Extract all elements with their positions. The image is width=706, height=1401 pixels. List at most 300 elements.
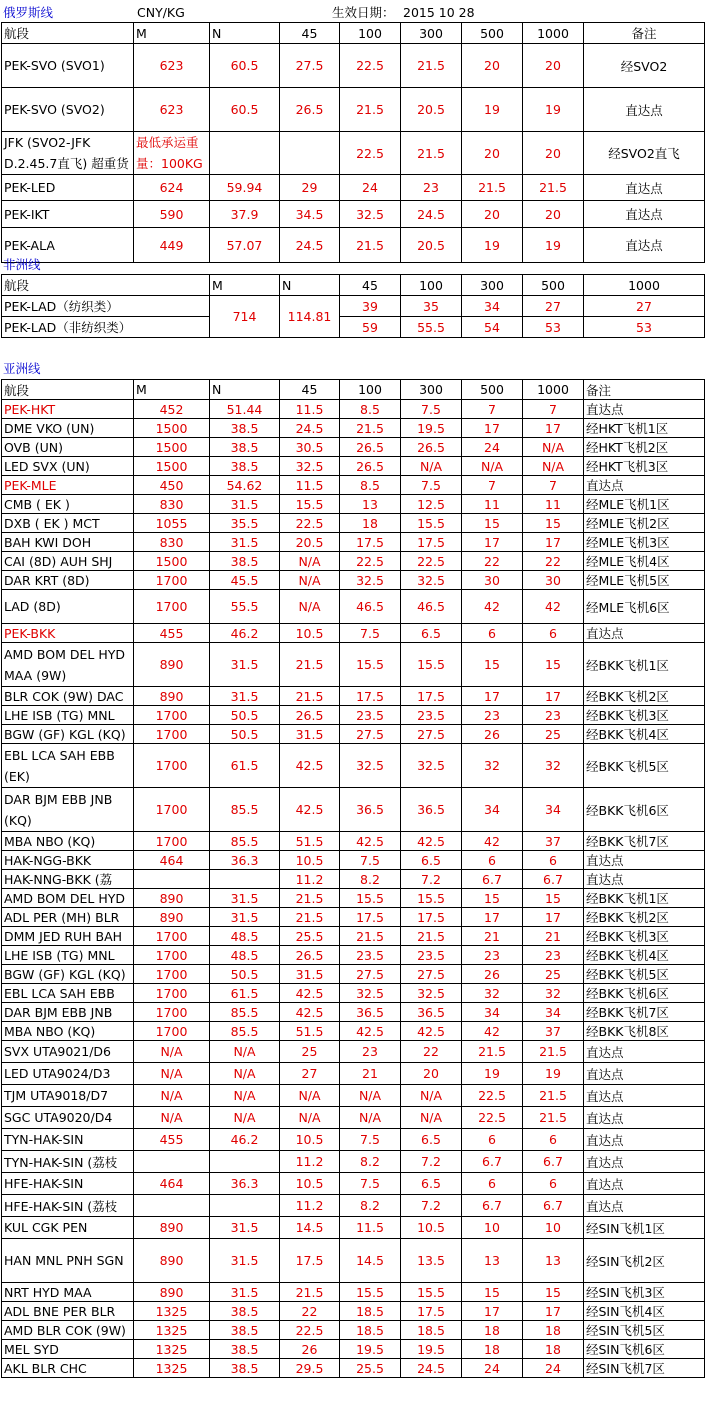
table-row [2,132,705,175]
rate-100-cell: 14.5 [340,1239,401,1283]
rate-1000-cell: 27 [584,296,705,317]
table-row [2,552,705,571]
n-rate-cell: 60.5 [210,88,280,132]
rate-1000-cell: 21.5 [523,175,584,201]
m-rate-cell: N/A [134,1063,210,1085]
rate-45-cell: 31.5 [280,965,340,984]
rate-100-cell: 15.5 [340,643,401,687]
table-row [2,624,705,643]
note-cell: 经SIN飞机2区 [584,1239,705,1283]
n-rate-cell: 51.44 [210,400,280,419]
note-cell: 经SIN飞机3区 [584,1283,705,1302]
rate-500-cell: N/A [462,457,523,476]
n-rate-cell: 38.5 [210,1359,280,1378]
route-cell: AKL BLR CHC [2,1359,134,1378]
route-cell: HAK-NGG-BKK [2,851,134,870]
m-rate-cell: 1325 [134,1302,210,1321]
rate-500-cell: 6.7 [462,1195,523,1217]
note-cell: 直达点 [584,1063,705,1085]
route-cell: AMD BOM DEL HYD [2,889,134,908]
header-m: M [134,23,210,44]
table-row [2,687,705,706]
min-weight-note: 最低承运重量：100KG [134,132,210,175]
effective-date-label: 生效日期： [332,5,395,20]
rate-1000-cell: N/A [523,438,584,457]
rate-45-cell: 27 [280,1063,340,1085]
rate-300-cell: 27.5 [401,725,462,744]
rate-500-cell: 21.5 [462,175,523,201]
rate-300-cell: 7.2 [401,870,462,889]
note-cell: 经MLE飞机1区 [584,495,705,514]
header-route: 航段 [2,380,134,400]
rate-100-cell: 8.5 [340,400,401,419]
rate-1000-cell: 13 [523,1239,584,1283]
m-rate-cell: 623 [134,44,210,88]
rate-300-cell: 21.5 [401,927,462,946]
table-row [2,88,705,132]
rate-100-cell: 17.5 [340,687,401,706]
rate-1000-cell: 6 [523,624,584,643]
russia-table-body [2,23,705,263]
rate-100-cell: 46.5 [340,590,401,624]
rate-100-cell: 32.5 [340,571,401,590]
rate-45-cell: 17.5 [280,1239,340,1283]
m-rate-cell: 1325 [134,1321,210,1340]
rate-500-cell: 10 [462,1217,523,1239]
rate-300-cell: 6.5 [401,624,462,643]
rate-300-cell: 17.5 [401,1302,462,1321]
rate-500-cell: 7 [462,400,523,419]
m-rate-cell: 890 [134,643,210,687]
n-rate-cell [210,132,280,175]
m-rate-cell: 1700 [134,1003,210,1022]
rate-1000-cell: 34 [523,1003,584,1022]
table-row [2,1321,705,1340]
m-rate-cell: 1700 [134,744,210,788]
table-row [2,1063,705,1085]
rate-100-cell: 18.5 [340,1321,401,1340]
rate-1000-cell: 37 [523,832,584,851]
rate-1000-cell: 6 [523,1129,584,1151]
header-note: 备注 [584,380,705,400]
note-cell: 直达点 [584,175,705,201]
rate-1000-cell: 6.7 [523,870,584,889]
m-rate-cell: 1500 [134,419,210,438]
rate-500-cell: 6.7 [462,1151,523,1173]
m-rate-cell: 449 [134,228,210,263]
n-rate-cell: 50.5 [210,706,280,725]
header-m: M [134,380,210,400]
rate-300-cell: 27.5 [401,965,462,984]
table-row [2,1195,705,1217]
rate-1000-cell: 6.7 [523,1151,584,1173]
n-rate-cell: 50.5 [210,965,280,984]
rate-500-cell: 18 [462,1321,523,1340]
table-row [2,438,705,457]
rate-45-cell: 51.5 [280,832,340,851]
rate-45-cell: 59 [340,317,401,338]
rate-500-cell: 27 [523,296,584,317]
table-row [2,533,705,552]
header-100: 100 [340,23,401,44]
rate-100-cell: 17.5 [340,908,401,927]
rate-45-cell [280,132,340,175]
route-cell: MEL SYD [2,1340,134,1359]
rate-45-cell: 24.5 [280,228,340,263]
rate-45-cell: 31.5 [280,725,340,744]
table-row [2,476,705,495]
route-cell: HAK-NNG-BKK (荔 [2,870,134,889]
m-rate-cell: 1700 [134,984,210,1003]
route-cell: DXB ( EK ) MCT [2,514,134,533]
m-rate-cell: 1700 [134,946,210,965]
m-rate-cell: 1700 [134,832,210,851]
rate-500-cell: 6 [462,1129,523,1151]
note-cell: 直达点 [584,1151,705,1173]
rate-100-cell: 17.5 [340,533,401,552]
table-row [2,1151,705,1173]
rate-1000-cell: 20 [523,201,584,228]
table-row [2,1302,705,1321]
rate-45-cell: 22.5 [280,514,340,533]
n-rate-cell [210,1151,280,1173]
note-cell: 经BKK飞机4区 [584,725,705,744]
rate-500-cell: 42 [462,832,523,851]
rate-1000-cell: 15 [523,643,584,687]
note-cell: 经SIN飞机4区 [584,1302,705,1321]
rate-100-cell: 23.5 [340,706,401,725]
rate-1000-cell: 7 [523,400,584,419]
rate-500-cell: 17 [462,1302,523,1321]
route-cell: CMB ( EK ) [2,495,134,514]
rate-300-cell: N/A [401,1085,462,1107]
rate-45-cell: 42.5 [280,744,340,788]
route-cell: DAR BJM EBB JNB [2,1003,134,1022]
rate-300-cell: 7.2 [401,1195,462,1217]
header-100: 100 [340,380,401,400]
n-rate-cell: 59.94 [210,175,280,201]
rate-100-cell: 15.5 [340,1283,401,1302]
table-row [2,1217,705,1239]
rate-300-cell: 23.5 [401,946,462,965]
rate-45-cell: 42.5 [280,984,340,1003]
route-cell: TJM UTA9018/D7 [2,1085,134,1107]
rate-100-cell: 15.5 [340,889,401,908]
note-cell: 经BKK飞机6区 [584,788,705,832]
table-row [2,832,705,851]
header-1000: 1000 [584,275,705,296]
rate-45-cell: 10.5 [280,851,340,870]
rate-300-cell: 7.5 [401,400,462,419]
rate-1000-cell: 19 [523,1063,584,1085]
rate-500-cell: 34 [462,788,523,832]
rate-300-cell: 15.5 [401,889,462,908]
note-cell: 经BKK飞机3区 [584,927,705,946]
rate-45-cell: 21.5 [280,889,340,908]
rate-300-cell: 36.5 [401,1003,462,1022]
rate-500-cell: 17 [462,908,523,927]
note-cell: 经HKT飞机1区 [584,419,705,438]
rate-1000-cell: 32 [523,744,584,788]
russia-header-row [2,23,705,44]
rate-100-cell: N/A [340,1085,401,1107]
rate-100-cell: 8.2 [340,1151,401,1173]
header-route: 航段 [2,23,134,44]
route-cell: PEK-HKT [2,400,134,419]
note-cell: 直达点 [584,624,705,643]
rate-300-cell: 46.5 [401,590,462,624]
rate-300-cell: 18.5 [401,1321,462,1340]
rate-100-cell: N/A [340,1107,401,1129]
rate-500-cell: 15 [462,1283,523,1302]
rate-1000-cell: 21 [523,927,584,946]
rate-1000-cell: 10 [523,1217,584,1239]
note-cell: 经HKT飞机3区 [584,457,705,476]
note-cell: 经BKK飞机7区 [584,832,705,851]
rate-500-cell: 20 [462,44,523,88]
note-cell: 直达点 [584,1173,705,1195]
rate-500-cell: 17 [462,419,523,438]
table-row [2,317,705,338]
n-rate-cell: 38.5 [210,552,280,571]
m-rate-cell: 1700 [134,788,210,832]
rate-1000-cell: 20 [523,132,584,175]
rate-45-cell: N/A [280,571,340,590]
header-500: 500 [462,23,523,44]
table-row [2,1022,705,1041]
m-rate-cell: 890 [134,889,210,908]
rate-100-cell: 32.5 [340,984,401,1003]
route-cell: EBL LCA SAH EBB [2,984,134,1003]
rate-1000-cell: 6.7 [523,1195,584,1217]
rate-1000-cell: 20 [523,44,584,88]
rate-100-cell: 22.5 [340,552,401,571]
route-cell: KUL CGK PEN [2,1217,134,1239]
rate-300-cell: 23 [401,175,462,201]
rate-300-cell: 32.5 [401,571,462,590]
rate-500-cell: 17 [462,687,523,706]
route-cell: PEK-LAD（非纺织类） [2,317,210,338]
note-cell: 经SVO2直飞 [584,132,705,175]
n-rate-cell: 60.5 [210,44,280,88]
rate-300-cell: 6.5 [401,1173,462,1195]
asia-header-row [2,380,705,400]
rate-1000-cell: 6 [523,851,584,870]
note-cell: 经BKK飞机5区 [584,744,705,788]
rate-45-cell: 20.5 [280,533,340,552]
rate-45-cell: 15.5 [280,495,340,514]
table-row [2,984,705,1003]
russia-title-row [3,3,703,22]
rate-1000-cell: 30 [523,571,584,590]
n-rate-cell: 37.9 [210,201,280,228]
rate-1000-cell: 17 [523,908,584,927]
n-rate-cell: N/A [210,1063,280,1085]
m-rate-cell: 1700 [134,706,210,725]
table-row [2,1283,705,1302]
rate-500-cell: 19 [462,88,523,132]
note-cell: 直达点 [584,476,705,495]
rate-500-cell: 26 [462,965,523,984]
note-cell: 经BKK飞机1区 [584,889,705,908]
table-row [2,744,705,788]
header-n: N [210,380,280,400]
m-rate-cell: 455 [134,624,210,643]
m-rate-cell: 452 [134,400,210,419]
rate-100-cell: 32.5 [340,201,401,228]
rate-300-cell: 15.5 [401,1283,462,1302]
n-rate-cell: 85.5 [210,1003,280,1022]
rate-45-cell: 22.5 [280,1321,340,1340]
table-row [2,870,705,889]
table-row [2,908,705,927]
header-45: 45 [280,23,340,44]
table-row [2,851,705,870]
note-cell: 经BKK飞机8区 [584,1022,705,1041]
n-rate-cell: 57.07 [210,228,280,263]
header-300: 300 [401,23,462,44]
table-row [2,788,705,832]
n-rate-cell: 38.5 [210,438,280,457]
rate-45-cell: 51.5 [280,1022,340,1041]
rate-500-cell: 21.5 [462,1041,523,1063]
route-cell: DME VKO (UN) [2,419,134,438]
rate-45-cell: 21.5 [280,908,340,927]
rate-45-cell: 21.5 [280,1283,340,1302]
rate-100-cell: 42.5 [340,1022,401,1041]
n-rate-cell: 85.5 [210,788,280,832]
route-cell: BGW (GF) KGL (KQ) [2,965,134,984]
header-45: 45 [280,380,340,400]
rate-45-cell: 25.5 [280,927,340,946]
rate-300-cell: 19.5 [401,1340,462,1359]
rate-500-cell: 32 [462,984,523,1003]
n-rate-cell: 36.3 [210,851,280,870]
route-cell: DAR KRT (8D) [2,571,134,590]
rate-100-cell: 18.5 [340,1302,401,1321]
n-rate-cell: 31.5 [210,643,280,687]
rate-300-cell: 15.5 [401,643,462,687]
rate-1000-cell: 21.5 [523,1085,584,1107]
header-500: 500 [523,275,584,296]
n-rate-cell: 46.2 [210,624,280,643]
n-rate-cell: 114.81 [280,296,340,338]
rate-45-cell: 26.5 [280,946,340,965]
rate-45-cell: 21.5 [280,687,340,706]
rate-300-cell: 15.5 [401,514,462,533]
rate-300-cell: 10.5 [401,1217,462,1239]
rate-500-cell: 30 [462,571,523,590]
rate-500-cell: 34 [462,1003,523,1022]
rate-45-cell: 22 [280,1302,340,1321]
rate-45-cell: 34.5 [280,201,340,228]
note-cell: 直达点 [584,400,705,419]
m-rate-cell: 890 [134,1217,210,1239]
rate-1000-cell: 7 [523,476,584,495]
n-rate-cell: 35.5 [210,514,280,533]
m-rate-cell: 590 [134,201,210,228]
rate-300-cell: 36.5 [401,788,462,832]
header-1000: 1000 [523,380,584,400]
table-row [2,1003,705,1022]
m-rate-cell: 450 [134,476,210,495]
rate-100-cell: 21.5 [340,88,401,132]
route-cell: MBA NBO (KQ) [2,1022,134,1041]
route-cell: TYN-HAK-SIN (荔枝 [2,1151,134,1173]
note-cell: 经SVO2 [584,44,705,88]
n-rate-cell: 31.5 [210,889,280,908]
rate-1000-cell: 32 [523,984,584,1003]
rate-45-cell: 11.2 [280,870,340,889]
rate-300-cell: 32.5 [401,984,462,1003]
rate-300-cell: 54 [462,317,523,338]
rate-100-cell: 21 [340,1063,401,1085]
rate-1000-cell: 23 [523,946,584,965]
rate-1000-cell: 21.5 [523,1107,584,1129]
rate-500-cell: 15 [462,889,523,908]
note-cell: 经SIN飞机5区 [584,1321,705,1340]
note-cell: 经MLE飞机4区 [584,552,705,571]
header-500: 500 [462,380,523,400]
table-row [2,946,705,965]
m-rate-cell: 1500 [134,457,210,476]
table-row [2,725,705,744]
n-rate-cell: 38.5 [210,457,280,476]
n-rate-cell: 31.5 [210,908,280,927]
n-rate-cell: 48.5 [210,946,280,965]
rate-100-cell: 36.5 [340,788,401,832]
rate-1000-cell: N/A [523,457,584,476]
rate-500-cell: 22 [462,552,523,571]
route-cell: PEK-MLE [2,476,134,495]
table-row [2,1129,705,1151]
rate-500-cell: 19 [462,1063,523,1085]
rate-100-cell: 55.5 [401,317,462,338]
n-rate-cell: 55.5 [210,590,280,624]
n-rate-cell: N/A [210,1085,280,1107]
asia-rate-table [1,379,705,1378]
rate-1000-cell: 34 [523,788,584,832]
africa-rate-table [1,274,705,338]
rate-100-cell: 26.5 [340,438,401,457]
table-row [2,927,705,946]
note-cell: 直达点 [584,1129,705,1151]
rate-300-cell: 20.5 [401,228,462,263]
rate-100-cell: 32.5 [340,744,401,788]
rate-500-cell: 21 [462,927,523,946]
route-cell: JFK (SVO2-JFK D.2.45.7直飞) 超重货 [2,132,134,175]
m-rate-cell: 1500 [134,552,210,571]
m-rate-cell: 1500 [134,438,210,457]
m-rate-cell: 624 [134,175,210,201]
m-rate-cell: 890 [134,1283,210,1302]
m-rate-cell: 1055 [134,514,210,533]
route-cell: SGC UTA9020/D4 [2,1107,134,1129]
rate-300-cell: 17.5 [401,687,462,706]
rate-100-cell: 42.5 [340,832,401,851]
n-rate-cell: 61.5 [210,744,280,788]
rate-300-cell: 20.5 [401,88,462,132]
m-rate-cell: 1700 [134,965,210,984]
n-rate-cell [210,1195,280,1217]
note-cell: 直达点 [584,870,705,889]
rate-1000-cell: 23 [523,706,584,725]
rate-300-cell: 6.5 [401,1129,462,1151]
rate-45-cell: 10.5 [280,624,340,643]
table-row [2,1359,705,1378]
rate-500-cell: 17 [462,533,523,552]
rate-100-cell: 21.5 [340,228,401,263]
